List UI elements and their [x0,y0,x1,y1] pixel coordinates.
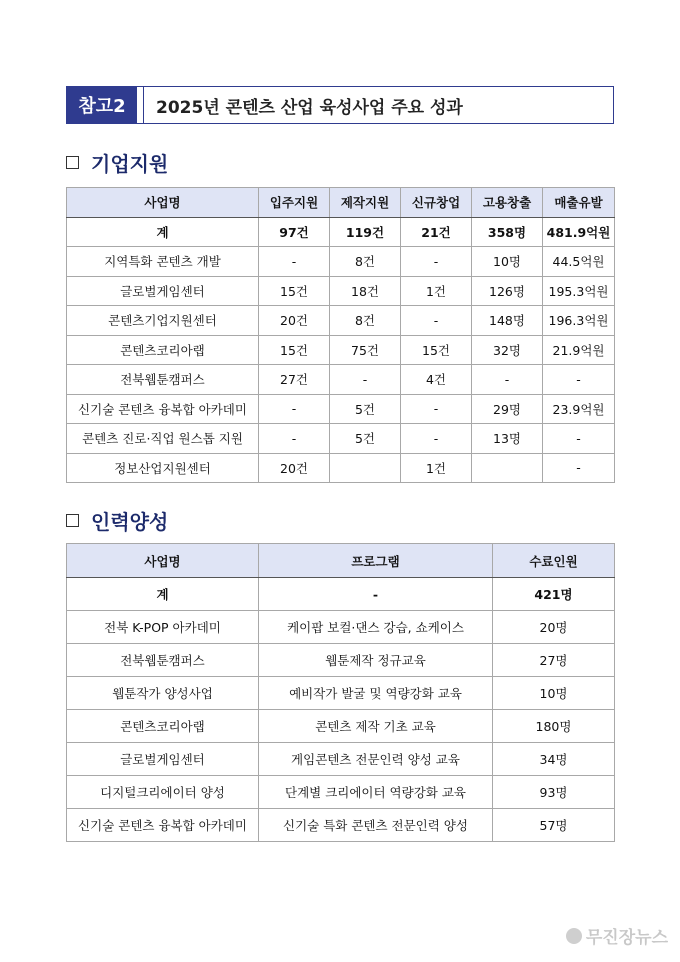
table-row [67,710,615,743]
table-cell: - [259,247,330,277]
section-heading-company-support [66,148,168,177]
table-cell: 콘텐츠 제작 기초 교육 [259,710,493,743]
table-cell: 콘텐츠코리아랩 [67,710,259,743]
watermark-text: 무진장뉴스 [585,928,668,948]
table-cell: 18건 [330,276,401,306]
table-cell: 글로벌게임센터 [67,743,259,776]
table-cell: 1건 [401,453,472,483]
table-cell: 웹툰제작 정규교육 [259,644,493,677]
table-cell: 21.9억원 [543,335,615,365]
table-cell: 481.9억원 [543,217,615,247]
table-cell: 5건 [330,394,401,424]
table-cell: 8건 [330,306,401,336]
table-cell: 97건 [259,217,330,247]
table-cell: 15건 [259,276,330,306]
table-cell: 27명 [493,644,615,677]
column-header: 제작지원 [330,188,401,218]
table-row [67,809,615,842]
table-cell: - [543,453,615,483]
table-cell: 5건 [330,424,401,454]
table-cell: 예비작가 발굴 및 역량강화 교육 [259,677,493,710]
table-row [67,335,615,365]
table-cell: - [330,365,401,395]
table-cell: 디지털크리에이터 양성 [67,776,259,809]
table-row [67,276,615,306]
square-bullet-icon [66,156,79,169]
table-row [67,611,615,644]
table-cell: 10명 [472,247,543,277]
table-cell: 전북웹툰캠퍼스 [67,644,259,677]
table-cell: 27건 [259,365,330,395]
table-cell: 180명 [493,710,615,743]
table-cell: 신기술 특화 콘텐츠 전문인력 양성 [259,809,493,842]
table-cell: 23.9억원 [543,394,615,424]
table-cell: 정보산업지원센터 [67,453,259,483]
table-cell: - [472,365,543,395]
table-cell: 웹툰작가 양성사업 [67,677,259,710]
table-cell: 148명 [472,306,543,336]
column-header: 프로그램 [259,544,493,578]
column-header: 매출유발 [543,188,615,218]
table-cell: 콘텐츠기업지원센터 [67,306,259,336]
table-cell: 전북 K-POP 아카데미 [67,611,259,644]
column-header: 수료인원 [493,544,615,578]
square-bullet-icon [66,514,79,527]
table-cell: 콘텐츠 진로·직업 원스톱 지원 [67,424,259,454]
table-row [67,247,615,277]
page-title: 2025년 콘텐츠 산업 육성사업 주요 성과 [143,87,613,123]
table-cell [472,453,543,483]
table-cell: - [401,394,472,424]
table-cell [330,453,401,483]
table-row [67,306,615,336]
table-cell: - [401,424,472,454]
table-cell: 13명 [472,424,543,454]
table-cell: 93명 [493,776,615,809]
table-cell: 신기술 콘텐츠 융복합 아카데미 [67,809,259,842]
table-cell: 358명 [472,217,543,247]
table-cell: 15건 [401,335,472,365]
table-cell: 20건 [259,306,330,336]
table-cell: 421명 [493,578,615,611]
table-cell: - [259,394,330,424]
table-cell: 20명 [493,611,615,644]
table-row [67,424,615,454]
column-header: 입주지원 [259,188,330,218]
table-cell: 지역특화 콘텐츠 개발 [67,247,259,277]
table-cell: 4건 [401,365,472,395]
table-cell: 20건 [259,453,330,483]
table-row [67,644,615,677]
section-title: 인력양성 [91,510,169,534]
table-cell: 계 [67,217,259,247]
table-cell: 32명 [472,335,543,365]
table-cell: 126명 [472,276,543,306]
table-cell: 1건 [401,276,472,306]
table-cell: 콘텐츠코리아랩 [67,335,259,365]
table-cell: - [543,424,615,454]
table-row [67,776,615,809]
table-cell: 글로벌게임센터 [67,276,259,306]
table-cell: 신기술 콘텐츠 융복합 아카데미 [67,394,259,424]
newspaper-logo-icon [566,928,582,944]
table-cell: 8건 [330,247,401,277]
table-cell: 단계별 크리에이터 역량강화 교육 [259,776,493,809]
table-cell: - [401,306,472,336]
workforce-training-table [66,543,615,842]
table-cell: 케이팝 보컬·댄스 강습, 쇼케이스 [259,611,493,644]
table-row [67,453,615,483]
column-header: 사업명 [67,188,259,218]
column-header: 고용창출 [472,188,543,218]
company-support-table [66,187,615,483]
table-cell: - [401,247,472,277]
table-cell: 119건 [330,217,401,247]
column-header: 신규창업 [401,188,472,218]
table-cell: 10명 [493,677,615,710]
table-header-row [67,544,615,578]
table-cell: 196.3억원 [543,306,615,336]
table-cell: 34명 [493,743,615,776]
reference-tag: 참고2 [67,87,137,123]
table-row-total [67,217,615,247]
column-header: 사업명 [67,544,259,578]
table-cell: 195.3억원 [543,276,615,306]
table-cell: 전북웹툰캠퍼스 [67,365,259,395]
table-cell: 15건 [259,335,330,365]
table-cell: - [259,424,330,454]
table-cell: - [543,365,615,395]
table-cell: 21건 [401,217,472,247]
section-heading-workforce-training [66,506,168,535]
table-cell: 44.5억원 [543,247,615,277]
table-cell: 게임콘텐츠 전문인력 양성 교육 [259,743,493,776]
table-cell: 29명 [472,394,543,424]
table-row [67,743,615,776]
table-header-row [67,188,615,218]
table-row [67,365,615,395]
table-row [67,677,615,710]
table-cell: 57명 [493,809,615,842]
section-title: 기업지원 [91,152,169,176]
table-row [67,394,615,424]
table-row-total [67,578,615,611]
table-cell: 75건 [330,335,401,365]
table-cell: - [259,578,493,611]
reference-header [66,86,614,124]
table-cell: 계 [67,578,259,611]
watermark [566,923,668,948]
